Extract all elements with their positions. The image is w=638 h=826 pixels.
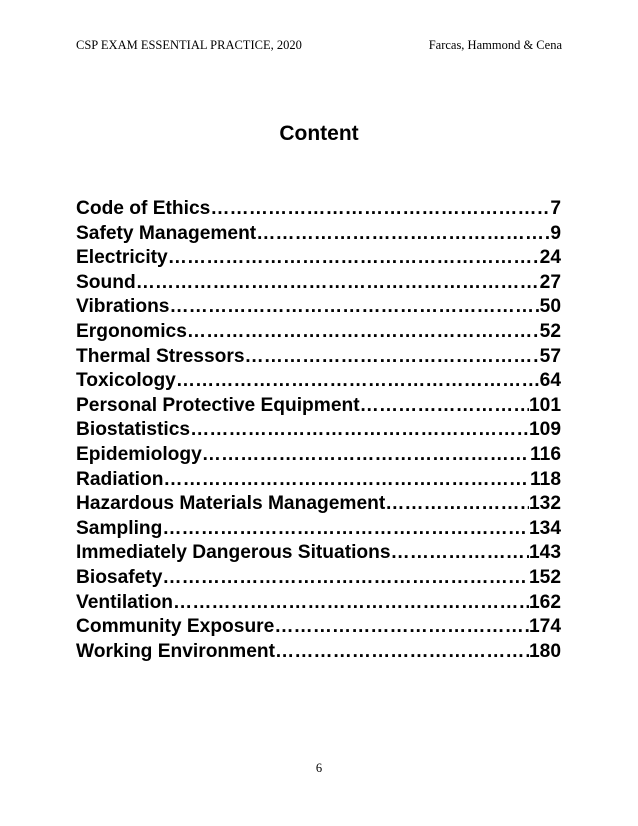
- toc-entry-page: 7: [550, 198, 561, 219]
- toc-dot-leader: [245, 345, 540, 370]
- toc-entry-label: Vibrations: [76, 296, 170, 318]
- toc-entry: [76, 517, 561, 542]
- toc-entry-label: Toxicology: [76, 370, 176, 392]
- toc-entry-label: Hazardous Materials Management: [76, 493, 386, 515]
- toc-entry-label: Personal Protective Equipment: [76, 394, 360, 416]
- toc-entry: [76, 492, 561, 517]
- toc-dot-leader: [169, 295, 539, 320]
- toc-entry-page: 180: [528, 640, 561, 662]
- toc-entry: [76, 615, 561, 640]
- toc-dot-leader: [163, 468, 530, 493]
- toc-entry-label: Immediately Dangerous Situations: [76, 542, 391, 564]
- toc-entry: [76, 640, 561, 665]
- toc-entry: [76, 443, 561, 468]
- toc-entry: [76, 320, 561, 345]
- toc-dot-leader: [360, 394, 529, 419]
- toc-dot-leader: [210, 197, 550, 222]
- toc-entry: [76, 468, 561, 493]
- toc-entry-page: 162: [528, 591, 561, 613]
- toc-entry-label: Ventilation: [76, 591, 174, 613]
- toc-entry: [76, 271, 561, 296]
- toc-dot-leader: [274, 615, 529, 640]
- toc-entry-page: 109: [528, 419, 561, 441]
- toc-entry-label: Safety Management: [76, 222, 257, 244]
- toc-entry: [76, 394, 561, 419]
- toc-entry-page: 64: [539, 370, 561, 392]
- toc-entry: [76, 566, 561, 591]
- toc-entry-label: Electricity: [76, 247, 168, 269]
- toc-entry-label: Thermal Stressors: [76, 345, 245, 367]
- toc-entry-page: 118: [530, 468, 561, 490]
- toc-dot-leader: [391, 541, 529, 566]
- toc-entry-label: Working Environment: [76, 640, 275, 662]
- toc-dot-leader: [136, 271, 540, 296]
- toc-entry-label: Ergonomics: [76, 320, 187, 342]
- page-title: Content: [279, 122, 359, 145]
- toc-entry-page: 143: [528, 542, 561, 564]
- toc-entry-page: 116: [530, 443, 561, 465]
- toc-dot-leader: [162, 517, 529, 542]
- toc-dot-leader: [162, 566, 529, 591]
- toc-entry: [76, 591, 561, 616]
- page-number: 6: [315, 761, 323, 775]
- toc-dot-leader: [187, 320, 540, 345]
- toc-entry: [76, 541, 561, 566]
- toc-entry-page: 132: [528, 493, 561, 515]
- toc-entry: [76, 246, 561, 271]
- toc-entry-label: Community Exposure: [76, 616, 275, 638]
- toc-dot-leader: [173, 591, 529, 616]
- toc-entry-page: 174: [528, 616, 561, 638]
- toc-dot-leader: [385, 492, 529, 517]
- toc-entry-label: Sound: [76, 271, 136, 293]
- toc-entry: [76, 197, 561, 222]
- toc-entry-page: 57: [539, 345, 561, 367]
- toc-entry-page: 9: [550, 222, 561, 244]
- toc-entry-label: Biostatistics: [76, 419, 191, 441]
- toc-entry: [76, 345, 561, 370]
- toc-entry-label: Radiation: [76, 468, 164, 490]
- toc-entry-page: 52: [539, 320, 561, 342]
- toc-entry: [76, 295, 561, 320]
- toc-dot-leader: [176, 369, 540, 394]
- table-of-contents: [76, 197, 561, 664]
- toc-dot-leader: [256, 222, 550, 247]
- toc-entry: [76, 369, 561, 394]
- header-authors: Farcas, Hammond & Cena: [428, 38, 562, 52]
- toc-dot-leader: [275, 640, 529, 665]
- toc-entry-page: 152: [528, 566, 561, 588]
- toc-entry: [76, 418, 561, 443]
- toc-entry-page: 27: [539, 271, 561, 293]
- header-book-title: CSP EXAM ESSENTIAL PRACTICE, 2020: [76, 38, 302, 52]
- toc-entry-label: Biosafety: [76, 566, 163, 588]
- toc-entry-page: 101: [528, 394, 561, 416]
- toc-entry-label: Code of Ethics: [76, 198, 211, 219]
- toc-dot-leader: [190, 418, 529, 443]
- toc-entry-label: Epidemiology: [76, 443, 202, 465]
- toc-entry: [76, 222, 561, 247]
- toc-entry-page: 134: [528, 517, 561, 539]
- toc-dot-leader: [202, 443, 530, 468]
- toc-dot-leader: [168, 246, 540, 271]
- toc-entry-page: 24: [539, 247, 561, 269]
- toc-entry-page: 50: [539, 296, 561, 318]
- toc-entry-label: Sampling: [76, 517, 163, 539]
